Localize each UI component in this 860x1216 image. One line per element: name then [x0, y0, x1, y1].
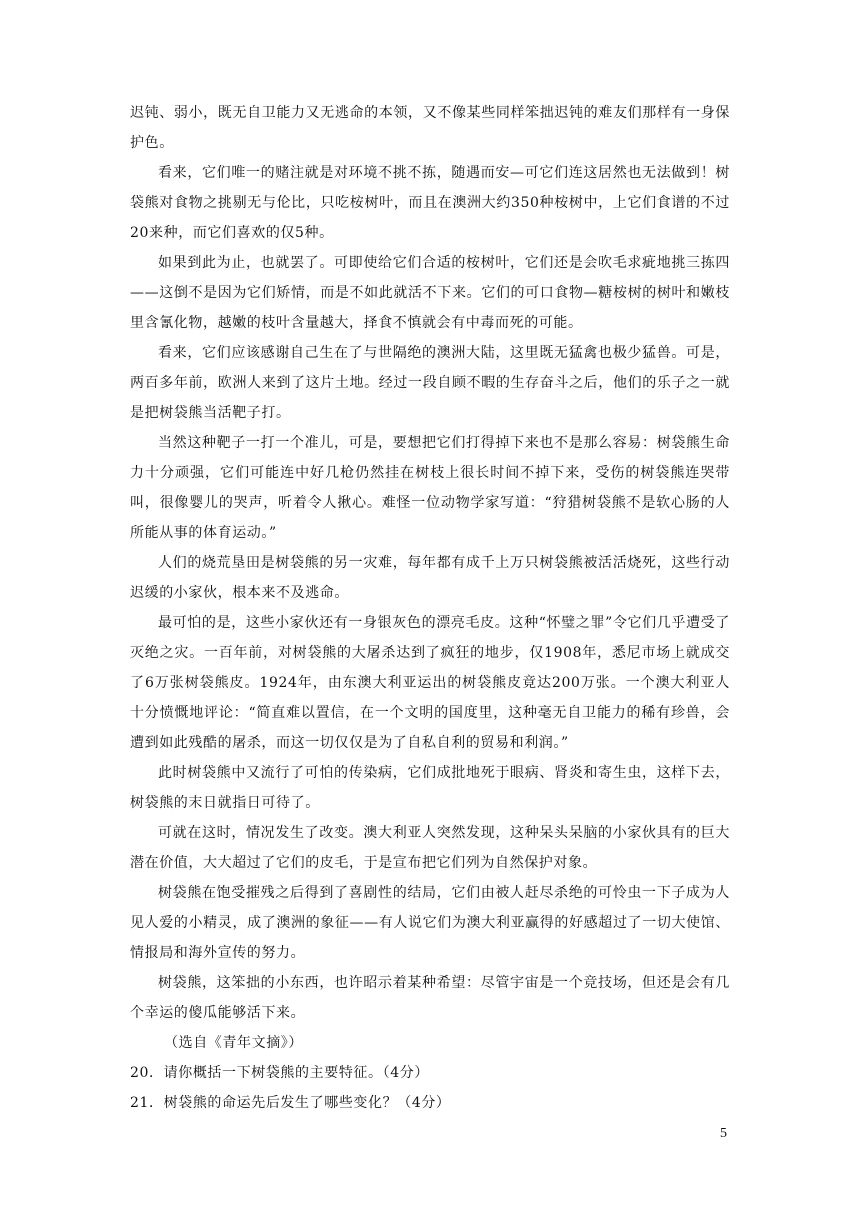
paragraph-9: 可就在这时，情况发生了改变。澳大利亚人突然发现，这种呆头呆脑的小家伙具有的巨大潜在价值，大大超过了它们的皮毛，于是宣布把它们列为自然保护对象。	[130, 825, 730, 871]
question-20: 20．请你概括一下树袋熊的主要特征。（4分）	[130, 1065, 429, 1081]
source-citation: （选自《青年文摘》）	[164, 1035, 303, 1051]
paragraph-3: 如果到此为止，也就罢了。可即使给它们合适的桉树叶，它们还是会吹毛求疵地挑三拣四——这倒不是因为它们矫情，而是不如此就活不下来。它们的可口食物—糖桉树的树叶和嫩枝里含氰化物，越嫩的枝叶含量越大，择食不慎就会有中毒而死的可能。	[130, 255, 730, 331]
paragraph-6: 人们的烧荒垦田是树袋熊的另一灾难，每年都有成千上万只树袋熊被活活烧死，这些行动迟缓的小家伙，根本来不及逃命。	[130, 555, 730, 601]
paragraph-1: 迟钝、弱小，既无自卫能力又无逃命的本领，又不像某些同样笨拙迟钝的难友们那样有一身保护色。	[130, 105, 730, 151]
paragraph-4: 看来，它们应该感谢自己生在了与世隔绝的澳洲大陆，这里既无猛禽也极少猛兽。可是，两百多年前，欧洲人来到了这片土地。经过一段自顾不暇的生存奋斗之后，他们的乐子之一就是把树袋熊当活靶子打。	[130, 345, 730, 421]
paragraph-7: 最可怕的是，这些小家伙还有一身银灰色的漂亮毛皮。这种“怀璧之罪”令它们几乎遭受了灭绝之灾。一百年前，对树袋熊的大屠杀达到了疯狂的地步，仅1908年，悉尼市场上就成交了6万张树袋熊皮。1924年，由东澳大利亚运出的树袋熊皮竟达200万张。一个澳大利亚人十分愤慨地评论：“简直难以置信，在一个文明的国度里，这种毫无自卫能力的稀有珍兽，会遭到如此残酷的屠杀，而这一切仅仅是为了自私自利的贸易和利润。”	[130, 615, 730, 751]
document-body	[130, 98, 730, 1118]
paragraph-2: 看来，它们唯一的赌注就是对环境不挑不拣，随遇而安—可它们连这居然也无法做到！树袋熊对食物之挑剔无与伦比，只吃桉树叶，而且在澳洲大约350种桉树中，上它们食谱的不过20来种，而它们喜欢的仅5种。	[130, 165, 730, 241]
paragraph-5: 当然这种靶子一打一个准儿，可是，要想把它们打得掉下来也不是那么容易：树袋熊生命力十分顽强，它们可能连中好几枪仍然挂在树枝上很长时间不掉下来，受伤的树袋熊连哭带叫，很像婴儿的哭声，听着令人揪心。难怪一位动物学家写道：“狩猎树袋熊不是软心肠的人所能从事的体育运动。”	[130, 435, 730, 541]
page-number: 5	[720, 1126, 727, 1141]
paragraph-11: 树袋熊，这笨拙的小东西，也许昭示着某种希望：尽管宇宙是一个竞技场，但还是会有几个幸运的傻瓜能够活下来。	[130, 975, 730, 1021]
paragraph-8: 此时树袋熊中又流行了可怕的传染病，它们成批地死于眼病、肾炎和寄生虫，这样下去，树袋熊的末日就指日可待了。	[130, 765, 730, 811]
question-21: 21．树袋熊的命运先后发生了哪些变化？（4分）	[130, 1095, 451, 1111]
paragraph-10: 树袋熊在饱受摧残之后得到了喜剧性的结局，它们由被人赶尽杀绝的可怜虫一下子成为人见人爱的小精灵，成了澳洲的象征——有人说它们为澳大利亚赢得的好感超过了一切大使馆、情报局和海外宣传的努力。	[130, 885, 730, 961]
